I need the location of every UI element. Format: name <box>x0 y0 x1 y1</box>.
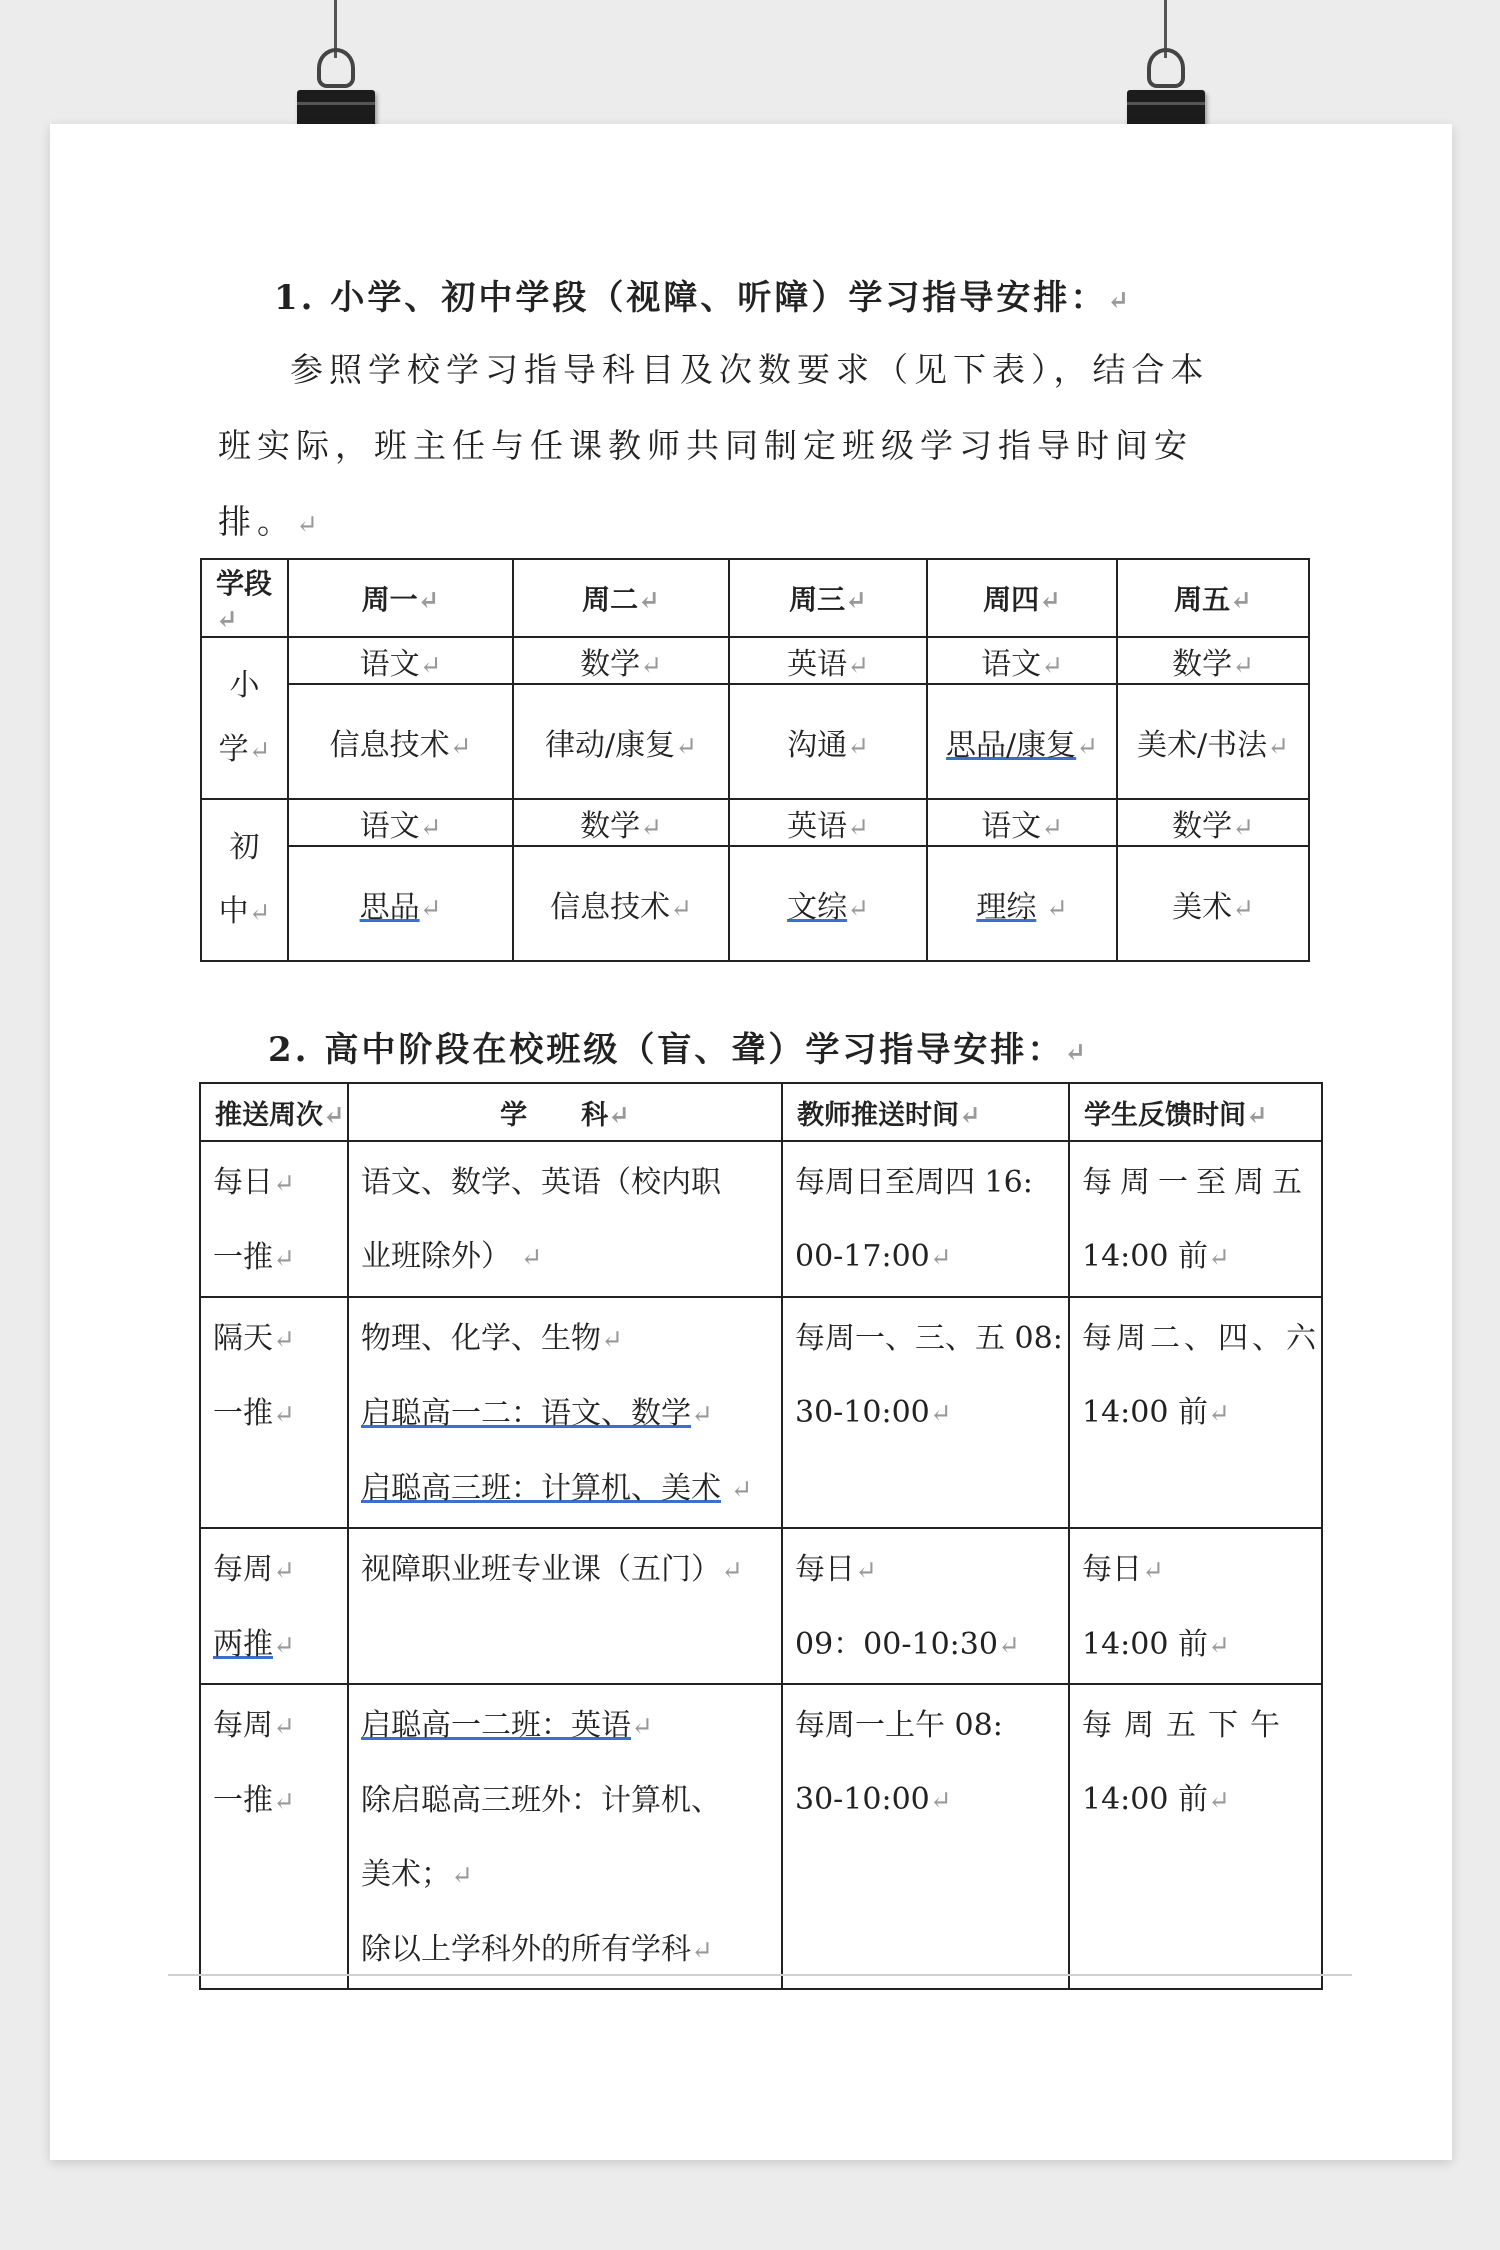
table-row <box>201 684 1309 799</box>
high-school-schedule-table <box>199 1082 1323 1990</box>
frequency-cell: 隔天↵ 一推↵ <box>200 1297 348 1528</box>
paragraph-line: 参照学校学习指导科目及次数要求（见下表），结合本 <box>290 350 1210 389</box>
table-cell: 美术/书法↵ <box>1117 684 1309 799</box>
header-cell: 周二↵ <box>513 559 729 637</box>
header-cell: 周一↵ <box>288 559 513 637</box>
subject-cell: 语文、数学、英语（校内职 业班除外） ↵ <box>348 1141 782 1297</box>
table-cell: 思品/康复↵ <box>927 684 1117 799</box>
subject-cell: 启聪高一二班：英语↵ 除启聪高三班外：计算机、 美术；↵ 除以上学科外的所有学科↵ <box>348 1684 782 1989</box>
table-cell: 数学↵ <box>1117 637 1309 684</box>
table-row <box>200 1297 1322 1528</box>
header-cell: 周四↵ <box>927 559 1117 637</box>
table-row <box>200 1528 1322 1684</box>
teacher-time-cell: 每日↵ 09：00-10:30↵ <box>782 1528 1069 1684</box>
table-cell: 语文↵ <box>288 799 513 846</box>
table-cell: 语文↵ <box>288 637 513 684</box>
subject-cell: 视障职业班专业课（五门）↵ <box>348 1528 782 1684</box>
section1-heading: 1. 小学、初中学段（视障、听障）学习指导安排：↵ <box>274 278 1130 318</box>
teacher-time-cell: 每周一上午 08: 30-10:00↵ <box>782 1684 1069 1989</box>
table-cell: 理综 ↵ <box>927 846 1117 961</box>
header-cell: 推送周次↵ <box>200 1083 348 1141</box>
primary-middle-schedule-table <box>200 558 1310 962</box>
document-page <box>50 124 1452 2160</box>
table-header-row <box>201 559 1309 637</box>
table-cell: 英语↵ <box>729 799 927 846</box>
section2-heading: 2. 高中阶段在校班级（盲、聋）学习指导安排：↵ <box>268 1030 1087 1070</box>
paragraph-line: 班实际，班主任与任课教师共同制定班级学习指导时间安 <box>218 426 1193 465</box>
table-cell: 信息技术↵ <box>288 684 513 799</box>
table-cell: 数学↵ <box>1117 799 1309 846</box>
header-cell: 学 科↵ <box>348 1083 782 1141</box>
segment-cell: 小 学↵ <box>201 637 288 799</box>
section1-paragraph <box>218 332 1210 563</box>
teacher-time-cell: 每周日至周四 16: 00-17:00↵ <box>782 1141 1069 1297</box>
table-row <box>200 1684 1322 1989</box>
student-time-cell: 每周二、四、六 14:00 前↵ <box>1069 1297 1322 1528</box>
table-row <box>201 846 1309 961</box>
table-row <box>201 637 1309 684</box>
table-header-row <box>200 1083 1322 1141</box>
table-cell: 英语↵ <box>729 637 927 684</box>
table-cell: 律动/康复↵ <box>513 684 729 799</box>
student-time-cell: 每日↵ 14:00 前↵ <box>1069 1528 1322 1684</box>
table-cell: 思品↵ <box>288 846 513 961</box>
header-cell: 学段↵ <box>201 559 288 637</box>
table-row <box>201 799 1309 846</box>
paragraph-line: 排。↵ <box>218 502 318 541</box>
segment-cell: 初 中↵ <box>201 799 288 961</box>
subject-cell: 物理、化学、生物↵ 启聪高一二：语文、数学↵ 启聪高三班：计算机、美术 ↵ <box>348 1297 782 1528</box>
header-cell: 教师推送时间↵ <box>782 1083 1069 1141</box>
table-row <box>200 1141 1322 1297</box>
table-cell: 沟通↵ <box>729 684 927 799</box>
header-cell: 学生反馈时间↵ <box>1069 1083 1322 1141</box>
table-cell: 美术↵ <box>1117 846 1309 961</box>
header-cell: 周五↵ <box>1117 559 1309 637</box>
frequency-cell: 每周↵ 一推↵ <box>200 1684 348 1989</box>
table-cell: 文综↵ <box>729 846 927 961</box>
header-cell: 周三↵ <box>729 559 927 637</box>
table-cell: 语文↵ <box>927 799 1117 846</box>
footer-rule <box>168 1974 1352 1976</box>
student-time-cell: 每周一至周五 14:00 前↵ <box>1069 1141 1322 1297</box>
student-time-cell: 每周五下午 14:00 前↵ <box>1069 1684 1322 1989</box>
frequency-cell: 每周↵ 两推↵ <box>200 1528 348 1684</box>
table-cell: 信息技术↵ <box>513 846 729 961</box>
teacher-time-cell: 每周一、三、五 08: 30-10:00↵ <box>782 1297 1069 1528</box>
table-cell: 数学↵ <box>513 637 729 684</box>
frequency-cell: 每日↵ 一推↵ <box>200 1141 348 1297</box>
table-cell: 语文↵ <box>927 637 1117 684</box>
table-cell: 数学↵ <box>513 799 729 846</box>
